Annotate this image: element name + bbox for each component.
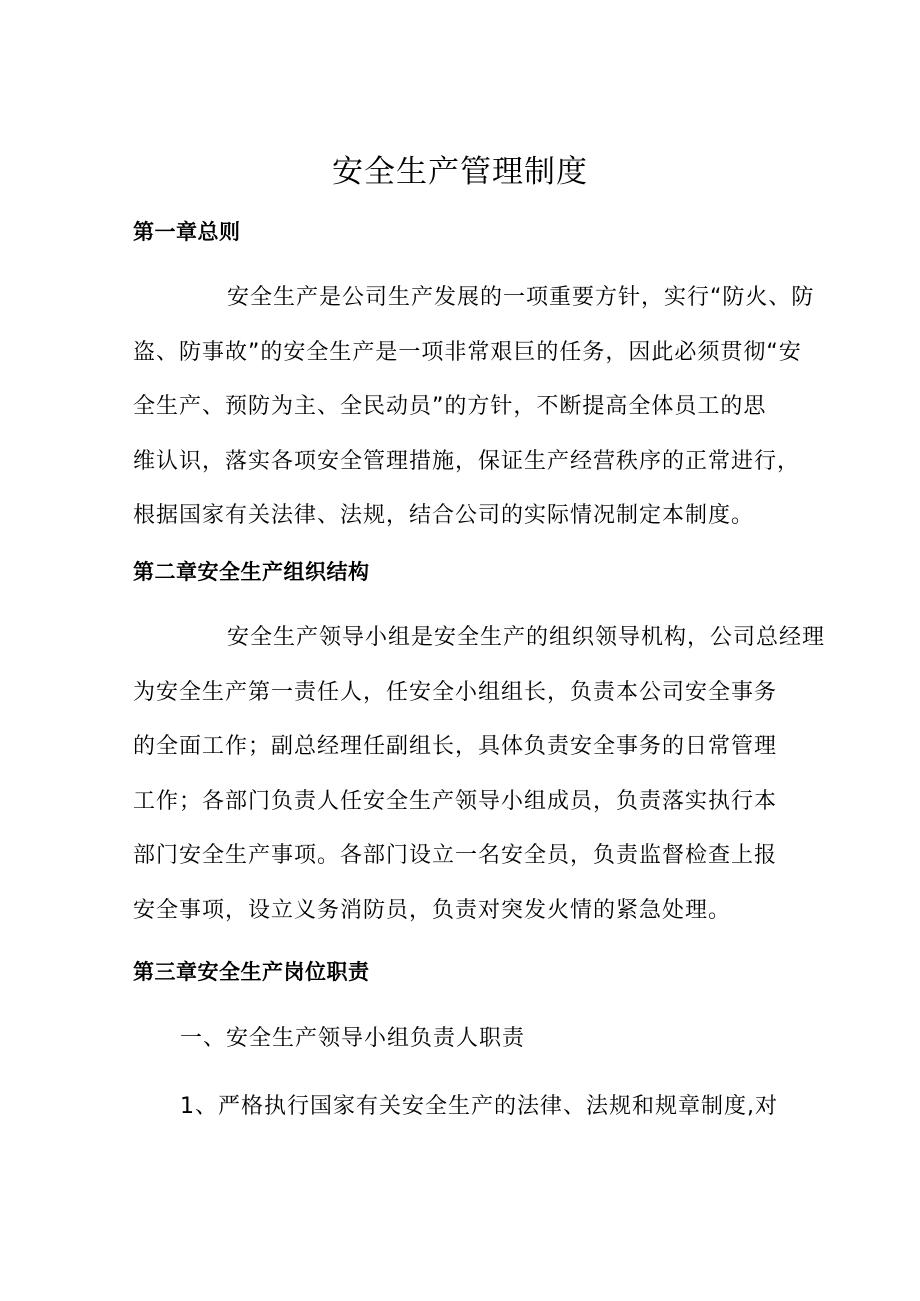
paragraph-line: 安全生产是公司生产发展的一项重要方针，实行“防火、防 — [227, 285, 815, 310]
section-heading: 一、安全生产领导小组负责人职责 — [180, 1026, 526, 1051]
chapter-1-paragraph — [133, 271, 815, 544]
chapter-2-paragraph — [133, 611, 826, 938]
paragraph-line: 维认识，落实各项安全管理措施，保证生产经营秩序的正常进行， — [133, 448, 801, 474]
paragraph-line: 安全事项，设立义务消防员，负责对突发火情的紧急处理。 — [133, 897, 732, 923]
paragraph-line: 的全面工作；副总经理任副组长，具体负责安全事务的日常管理 — [133, 734, 778, 759]
paragraph-line: 部门安全生产事项。各部门设立一名安全员，负责监督检查上报 — [133, 843, 778, 868]
numbered-item: 1、严格执行国家有关安全生产的法律、法规和规章制度,对 — [180, 1094, 778, 1119]
paragraph-line: 安全生产领导小组是安全生产的组织领导机构，公司总经理 — [227, 625, 826, 650]
paragraph-line: 工作；各部门负责人任安全生产领导小组成员，负责落实执行本 — [133, 788, 778, 814]
chapter-2-heading: 第二章安全生产组织结构 — [133, 560, 370, 584]
paragraph-line: 全生产、预防为主、全民动员”的方针，不断提高全体员工的思 — [133, 394, 767, 419]
chapter-3-heading: 第三章安全生产岗位职责 — [133, 960, 370, 984]
paragraph-line: 为安全生产第一责任人，任安全小组组长，负责本公司安全事务 — [133, 679, 778, 705]
chapter-1-heading: 第一章总则 — [133, 220, 241, 244]
paragraph-line: 盗、防事故”的安全生产是一项非常艰巨的任务，因此必须贯彻“安 — [133, 339, 802, 365]
paragraph-line: 根据国家有关法律、法规，结合公司的实际情况制定本制度。 — [133, 503, 755, 528]
document-title: 安全生产管理制度 — [332, 154, 588, 190]
